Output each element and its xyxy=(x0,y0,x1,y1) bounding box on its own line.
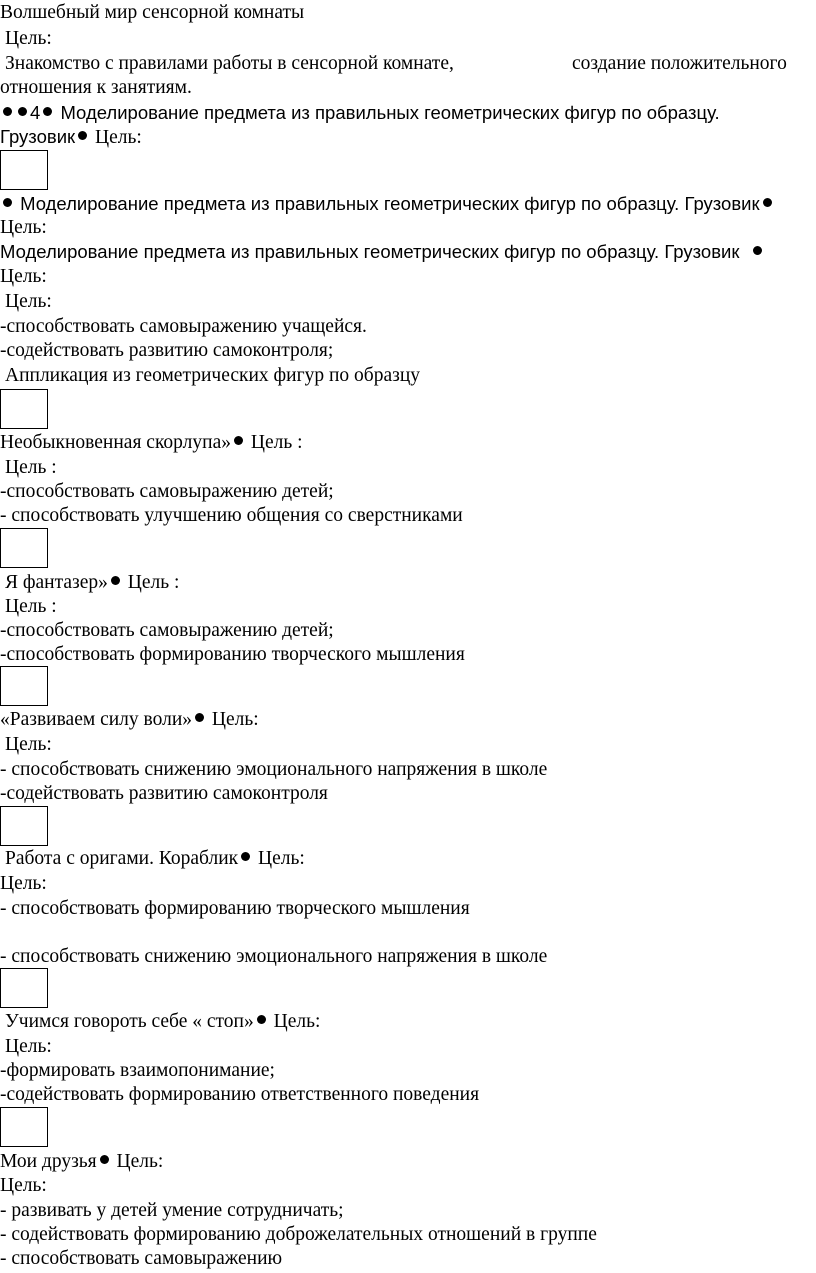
topic-heading xyxy=(0,101,720,125)
goal-item: - способствовать самовыражению xyxy=(0,1248,283,1269)
goal-item: -способствовать формированию творческого мышления xyxy=(0,644,465,665)
goal-label: Цель: xyxy=(211,709,259,730)
goal-label: Цель: xyxy=(5,291,52,312)
topic-number: 4 xyxy=(30,102,41,123)
goal-label: Цель: xyxy=(5,734,52,755)
goal-label: Цель: xyxy=(95,127,142,148)
goal-item: -содействовать развитию самоконтроля; xyxy=(0,340,334,361)
bullet-icon xyxy=(257,1015,266,1024)
picture-placeholder xyxy=(0,1107,48,1147)
topic-text: Моделирование предмета из правильных геометрических фигур по образцу. Грузовик xyxy=(20,193,760,214)
lesson-title: «Развиваем силу воли» xyxy=(0,709,193,730)
picture-placeholder xyxy=(0,528,48,568)
picture-placeholder xyxy=(0,666,48,706)
intro-goal-text-cont: создание положительного xyxy=(572,53,787,74)
lesson-heading xyxy=(0,708,259,732)
lesson-heading xyxy=(5,847,305,871)
bullet-icon xyxy=(753,246,762,255)
goal-label: Цель : xyxy=(127,572,180,593)
picture-placeholder xyxy=(0,150,48,190)
goal-item: -содействовать формированию ответственного поведения xyxy=(0,1084,480,1105)
goal-item: - способствовать улучшению общения со сверстниками xyxy=(0,505,463,526)
bullet-icon xyxy=(3,107,12,116)
page-title: Волшебный мир сенсорной комнаты xyxy=(0,2,305,23)
picture-placeholder xyxy=(0,968,48,1008)
goal-label: Цель : xyxy=(250,432,303,453)
lesson-heading xyxy=(5,571,179,595)
lesson-heading xyxy=(0,1150,163,1174)
bullet-icon xyxy=(234,436,243,445)
goal-label: Цель: xyxy=(5,28,52,49)
bullet-icon xyxy=(78,131,87,140)
goal-label: Цель: xyxy=(0,1175,47,1196)
lesson-title: Учимся говороть себе « стоп» xyxy=(5,1011,254,1032)
goal-label: Цель: xyxy=(258,848,305,869)
topic-heading-cont xyxy=(0,125,142,150)
topic-text: Моделирование предмета из правильных геометрических фигур по образцу. xyxy=(60,102,720,123)
picture-placeholder xyxy=(0,389,48,429)
bullet-icon xyxy=(18,107,27,116)
bullet-icon xyxy=(195,713,204,722)
goal-item: -содействовать развитию самоконтроля xyxy=(0,783,328,804)
lesson-heading xyxy=(0,431,303,455)
topic-text: Моделирование предмета из правильных геометрических фигур по образцу. Грузовик xyxy=(0,241,740,262)
goal-item: - содействовать формированию доброжелательных отношений в группе xyxy=(0,1224,597,1245)
goal-label: Цель: xyxy=(5,1036,52,1057)
goal-item: - способствовать формированию творческого мышления xyxy=(0,898,470,919)
bullet-icon xyxy=(111,576,120,585)
goal-label: Цель: xyxy=(0,266,47,287)
topic-text-cont: Грузовик xyxy=(0,126,76,147)
goal-item: -способствовать самовыражению детей; xyxy=(0,620,334,641)
bullet-icon xyxy=(43,107,52,116)
goal-label: Цель: xyxy=(116,1151,164,1172)
goal-item: - развивать у детей умение сотрудничать; xyxy=(0,1200,344,1221)
topic-heading xyxy=(0,192,775,216)
goal-label: Цель : xyxy=(5,457,57,478)
bullet-icon xyxy=(763,198,772,207)
goal-item: -способствовать самовыражению детей; xyxy=(0,481,334,502)
activity-text: Аппликация из геометрических фигур по образцу xyxy=(5,365,421,386)
goal-label: Цель: xyxy=(273,1011,321,1032)
bullet-icon xyxy=(241,852,250,861)
goal-item: -формировать взаимопонимание; xyxy=(0,1060,275,1081)
bullet-icon xyxy=(100,1155,109,1164)
goal-item: -способствовать самовыражению учащейся. xyxy=(0,316,367,337)
goal-label: Цель: xyxy=(0,217,47,238)
lesson-title: Работа с оригами. Кораблик xyxy=(5,848,239,869)
goal-item: - способствовать снижению эмоционального напряжения в школе xyxy=(0,946,548,967)
goal-label: Цель: xyxy=(0,873,47,894)
goal-label: Цель : xyxy=(5,596,57,617)
topic-heading xyxy=(0,240,765,264)
intro-goal-text: Знакомство с правилами работы в сенсорной комнате, xyxy=(5,53,454,74)
goal-item: - способствовать снижению эмоционального напряжения в школе xyxy=(0,759,548,780)
lesson-title: Я фантазер» xyxy=(5,572,108,593)
intro-goal-text-end: отношения к занятиям. xyxy=(0,77,192,98)
lesson-title: Мои друзья xyxy=(0,1151,97,1172)
lesson-title: Необыкновенная скорлупа» xyxy=(0,432,231,453)
lesson-heading xyxy=(5,1010,320,1034)
picture-placeholder xyxy=(0,806,48,846)
bullet-icon xyxy=(3,198,12,207)
